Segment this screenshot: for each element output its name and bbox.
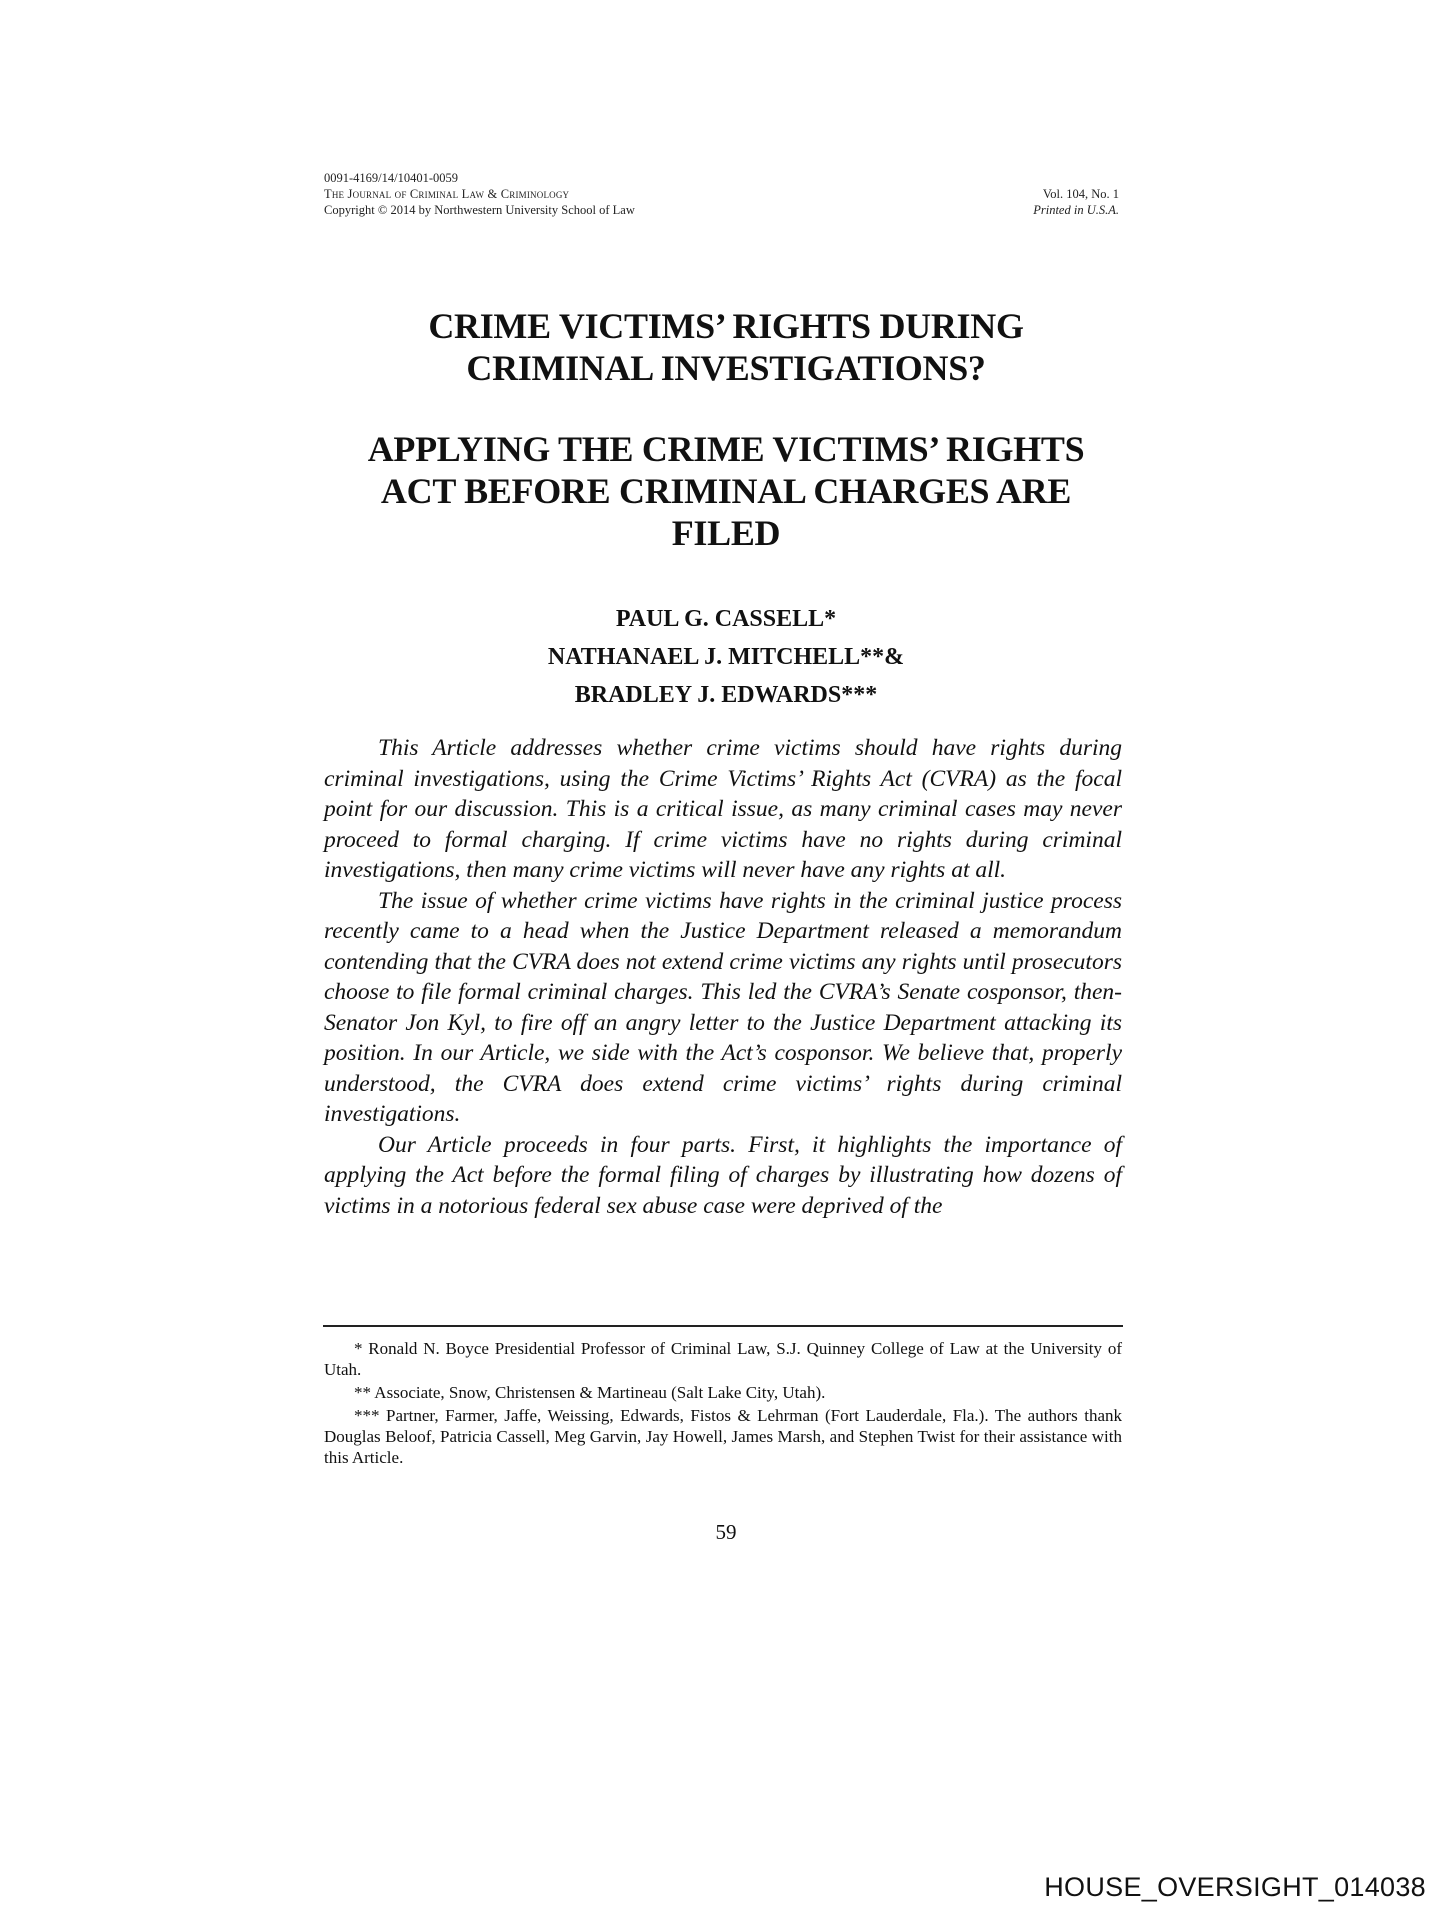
abstract: [324, 733, 1122, 1221]
subtitle-line: APPLYING THE CRIME VICTIMS’ RIGHTS: [367, 429, 1085, 469]
footnote-divider: [323, 1325, 1123, 1327]
volume-number: Vol. 104, No. 1: [1042, 187, 1119, 201]
footnote: *** Partner, Farmer, Jaffe, Weissing, Edwards, Fistos & Lehrman (Fort Lauderdale, Fla.). The authors thank Douglas Beloof, Patricia Cassell, Meg Garvin, Jay Howell, James Marsh, and Stephen Twist for their assistance with this Article.: [324, 1406, 1122, 1467]
author-name: PAUL G. CASSELL*: [615, 606, 837, 632]
footnote: * Ronald N. Boyce Presidential Professor of Criminal Law, S.J. Quinney College of Law at the University of Utah.: [324, 1339, 1122, 1379]
copyright-line: Copyright © 2014 by Northwestern University School of Law: [324, 203, 635, 217]
footnote: ** Associate, Snow, Christensen & Martineau (Salt Lake City, Utah).: [354, 1383, 826, 1402]
abstract-paragraph: Our Article proceeds in four parts. First, it highlights the importance of applying the Act before the formal filing of charges by illustrating how dozens of victims in a notorious federal sex abuse case were deprived of the: [324, 1131, 1122, 1219]
author-name: NATHANAEL J. MITCHELL**&: [547, 644, 905, 670]
article-title: [324, 305, 1128, 389]
article-subtitle: [324, 428, 1128, 554]
journal-name: The Journal of Criminal Law & Criminology: [324, 187, 570, 201]
doc-code: 0091-4169/14/10401-0059: [324, 171, 459, 185]
title-line: CRIMINAL INVESTIGATIONS?: [466, 348, 986, 388]
bates-stamp: HOUSE_OVERSIGHT_014038: [1044, 1872, 1426, 1902]
subtitle-line: ACT BEFORE CRIMINAL CHARGES ARE: [380, 471, 1072, 511]
title-line: CRIME VICTIMS’ RIGHTS DURING: [428, 306, 1024, 346]
journal-header: [324, 170, 635, 218]
abstract-paragraph: The issue of whether crime victims have rights in the criminal justice process recently came to a head when the Justice Department released a memorandum contending that the CVRA does not extend crime victims any rights until prosecutors choose to file formal criminal charges. This led the CVRA’s Senate cosponsor, then-Senator Jon Kyl, to fire off an angry letter to the Justice Department attacking its position. In our Article, we side with the Act’s cosponsor. We believe that, properly understood, the CVRA does extend crime victims’ rights during criminal investigations.: [324, 887, 1122, 1127]
abstract-paragraph: This Article addresses whether crime victims should have rights during criminal investigations, using the Crime Victims’ Rights Act (CVRA) as the focal point for our discussion. This is a critical issue, as many criminal cases may never proceed to formal charging. If crime victims have no rights during criminal investigations, then many crime victims will never have any rights at all.: [324, 735, 1122, 883]
printed-in: Printed in U.S.A.: [1033, 203, 1119, 217]
author-list: [324, 600, 1128, 714]
volume-info: [1033, 186, 1119, 218]
author-name: BRADLEY J. EDWARDS***: [574, 682, 878, 708]
subtitle-line: FILED: [671, 513, 781, 553]
page-number: 59: [715, 1520, 737, 1544]
footnotes: [324, 1338, 1122, 1470]
